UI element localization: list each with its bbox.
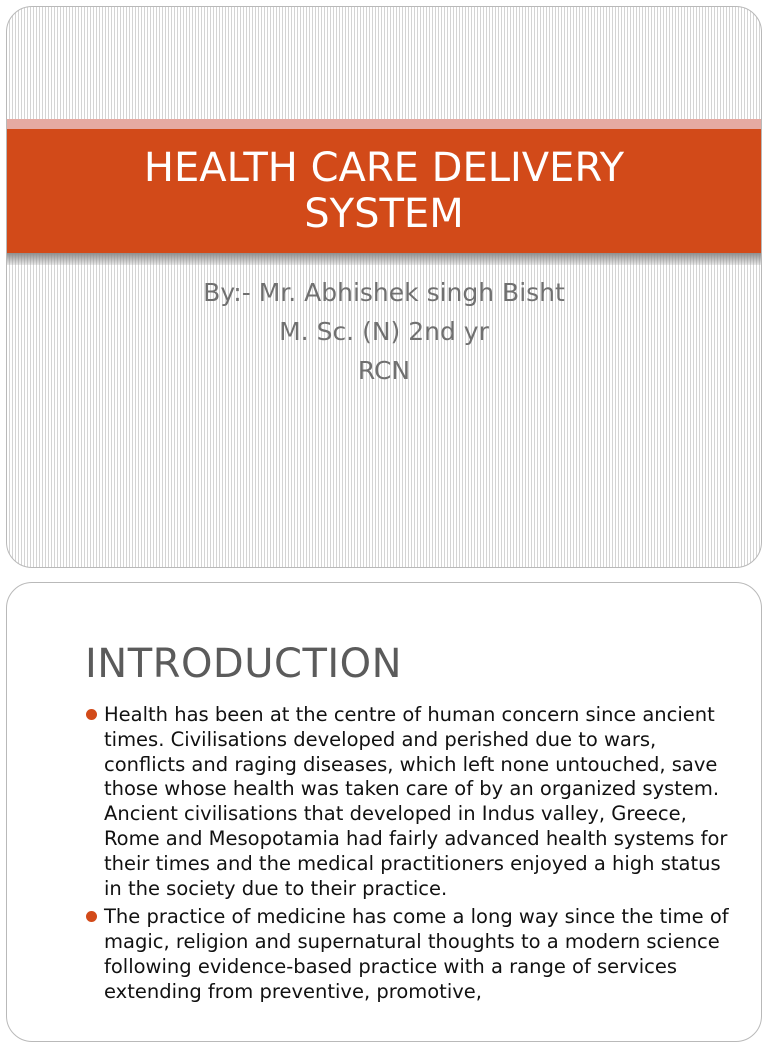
course-line: M. Sc. (N) 2nd yr bbox=[279, 317, 489, 346]
title-band bbox=[7, 129, 761, 253]
title-band-shadow bbox=[7, 253, 761, 265]
slide-heading: INTRODUCTION bbox=[85, 641, 403, 687]
introduction-slide bbox=[6, 582, 762, 1042]
list-item bbox=[86, 905, 736, 1004]
bullet-text: Health has been at the centre of human concern since ancient times. Civilisations developed and perished due to wars, conflicts and raging diseases, which left none untouched, save those whose health was taken care of by an organized system. Ancient civilisations that developed in Indus valley, Greece, Rome and Mesopotamia had fairly advanced health systems for their times and the medical practitioners enjoyed a high status in the society due to their practice. bbox=[104, 703, 728, 900]
bullet-icon bbox=[86, 709, 97, 720]
accent-stripe bbox=[7, 119, 761, 129]
bullet-icon bbox=[86, 911, 97, 922]
institution-line: RCN bbox=[357, 356, 411, 385]
list-item bbox=[86, 703, 736, 901]
author-line: By:- Mr. Abhishek singh Bisht bbox=[203, 278, 565, 307]
bullet-list bbox=[86, 703, 736, 1009]
bullet-text: The practice of medicine has come a long way since the time of magic, religion and supernatural thoughts to a modern science following evidence-based practice with a range of services extending from preventive, promotive, bbox=[104, 905, 729, 1003]
slide-subtitle bbox=[7, 273, 761, 390]
title-slide bbox=[6, 6, 762, 568]
slide-title: HEALTH CARE DELIVERY SYSTEM bbox=[143, 145, 625, 237]
